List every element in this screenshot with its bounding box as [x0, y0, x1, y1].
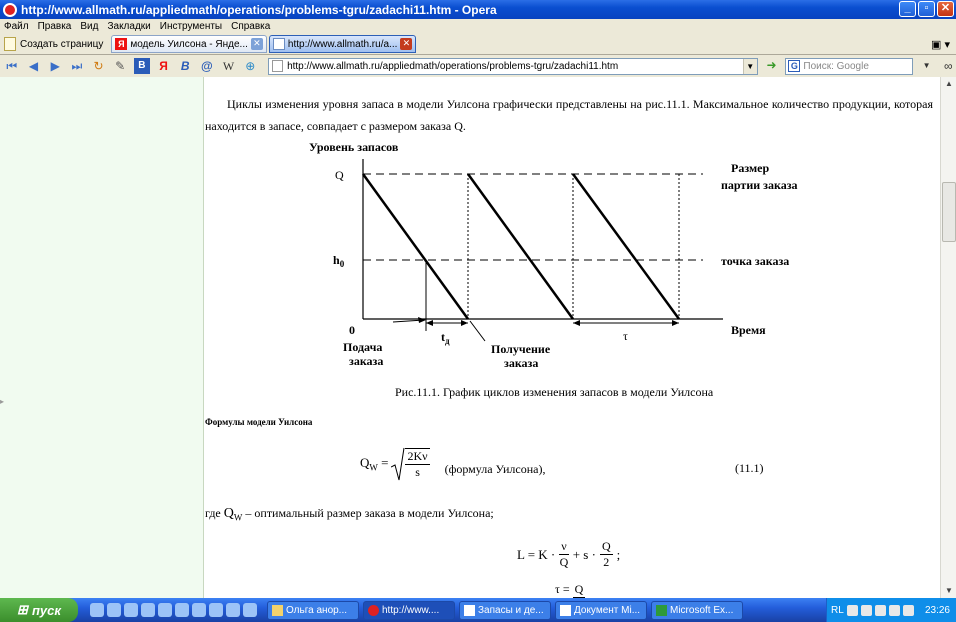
- start-button[interactable]: [0, 598, 78, 622]
- tray-icon[interactable]: [889, 605, 900, 616]
- word-doc-icon: [464, 605, 475, 616]
- tray-icon[interactable]: [861, 605, 872, 616]
- menu-tools[interactable]: Инструменты: [159, 21, 223, 32]
- folder-icon: [272, 605, 283, 616]
- search-placeholder: Поиск: Google: [803, 60, 869, 72]
- task-button[interactable]: Документ Mi...: [555, 601, 647, 620]
- left-panel: [0, 77, 204, 598]
- task-button[interactable]: Запасы и де...: [459, 601, 551, 620]
- menu-file[interactable]: Файл: [4, 21, 29, 32]
- depletion-line-1: [363, 174, 468, 319]
- cycle-length-label: τ: [623, 329, 628, 343]
- task-button[interactable]: Microsoft Ex...: [651, 601, 743, 620]
- time-label: Время: [731, 323, 766, 337]
- depletion-line-2: [468, 174, 573, 319]
- submit-pointer-arrow: [418, 317, 426, 323]
- h0-label: $h_0$: [333, 253, 345, 269]
- quicklaunch-app-icon[interactable]: [158, 603, 172, 617]
- reload-icon[interactable]: ↻: [93, 59, 104, 73]
- tab-yandex[interactable]: [111, 35, 267, 53]
- language-indicator[interactable]: RL: [831, 604, 844, 616]
- cost-formula-mid: + s ·: [572, 546, 596, 562]
- cost-fraction-1: $\frac{\nu}{Q}$: [559, 539, 569, 569]
- excel-icon: [656, 605, 667, 616]
- new-page-icon: [4, 37, 16, 51]
- yandex-favicon-icon: Я: [115, 38, 127, 50]
- task-button[interactable]: http://www....: [363, 601, 455, 620]
- order-size-label-line2: партии заказа: [721, 178, 798, 192]
- maximize-button[interactable]: ▫: [918, 1, 935, 17]
- y-axis-label: Уровень запасов: [309, 140, 399, 154]
- edit-icon[interactable]: ✎: [115, 59, 126, 73]
- scroll-down-icon[interactable]: ▼: [945, 586, 953, 595]
- receive-pointer: [470, 321, 485, 341]
- cycle-arrow-left: [573, 320, 580, 326]
- wikipedia-icon[interactable]: W: [222, 59, 235, 73]
- receive-label-line2: заказа: [504, 356, 539, 369]
- cost-formula-end: ;: [616, 546, 621, 562]
- cost-formula-lhs: L = K ·: [517, 546, 556, 562]
- close-tab-icon[interactable]: ✕: [251, 38, 263, 50]
- tab-allmath[interactable]: [269, 35, 417, 53]
- scroll-up-icon[interactable]: ▲: [945, 79, 953, 88]
- zero-label: 0: [349, 323, 355, 337]
- lead-time-arrow-left: [426, 320, 433, 326]
- vertical-scrollbar[interactable]: [940, 77, 956, 598]
- address-dropdown-icon[interactable]: ▼: [743, 59, 757, 74]
- quicklaunch-app-icon[interactable]: [90, 603, 104, 617]
- formula-fraction: [405, 448, 429, 480]
- tab-label: модель Уилсона - Янде...: [130, 38, 248, 50]
- submit-label-line1: Подача: [343, 340, 383, 354]
- tab-label: http://www.allmath.ru/a...: [287, 38, 398, 50]
- lead-time-arrow-right: [461, 320, 468, 326]
- formula-lhs: $Q_W$ =: [360, 455, 389, 473]
- opera-logo-icon: [3, 3, 17, 17]
- rewind-icon[interactable]: ⏮: [6, 59, 18, 73]
- bookmark-script-b-icon[interactable]: B: [180, 59, 190, 73]
- submit-label-line2: заказа: [349, 354, 384, 368]
- bookmark-b-icon[interactable]: B: [134, 58, 150, 74]
- fast-forward-icon[interactable]: ⏭: [71, 59, 83, 73]
- formulas-heading: Формулы модели Уилсона: [205, 417, 313, 427]
- inventory-cycle-figure: [303, 139, 803, 369]
- zoom-glasses-icon[interactable]: ∞: [943, 59, 953, 73]
- quicklaunch-app-icon[interactable]: [243, 603, 257, 617]
- period-formula: [555, 582, 585, 598]
- word-doc-icon: [560, 605, 571, 616]
- page-icon: [272, 60, 283, 72]
- mail-at-icon[interactable]: @: [201, 59, 213, 73]
- scroll-thumb[interactable]: [942, 182, 956, 242]
- tab-menu-icon[interactable]: ▣ ▾: [931, 38, 950, 51]
- yandex-icon[interactable]: Я: [159, 59, 168, 73]
- address-url: http://www.allmath.ru/appliedmath/operations/problems-tgru/zadachi11.htm: [287, 60, 619, 72]
- new-page-button[interactable]: [4, 37, 103, 51]
- menu-bookmarks[interactable]: Закладки: [107, 21, 151, 32]
- tray-icon[interactable]: [903, 605, 914, 616]
- figure-caption: Рис.11.1. График циклов изменения запасов в модели Уилсона: [395, 385, 714, 399]
- formula-number: (11.1): [735, 461, 764, 475]
- close-button[interactable]: ✕: [937, 1, 954, 17]
- menu-bar: [0, 19, 956, 34]
- windows-logo-icon: ⊞: [17, 602, 28, 617]
- go-icon[interactable]: ➜: [766, 58, 777, 72]
- close-tab-icon[interactable]: ✕: [400, 38, 412, 50]
- navigation-bar: [0, 55, 956, 77]
- title-bar: [0, 0, 956, 19]
- search-field[interactable]: [785, 58, 912, 75]
- address-bar[interactable]: [268, 58, 758, 75]
- back-icon[interactable]: ◀: [28, 59, 39, 73]
- depletion-line-3: [573, 174, 679, 319]
- formula-note: (формула Уилсона),: [444, 461, 546, 476]
- window-title: http://www.allmath.ru/appliedmath/operations/problems-tgru/zadachi11.htm - Opera: [21, 2, 497, 17]
- quicklaunch-app-icon[interactable]: [192, 603, 206, 617]
- lead-time-label: $t_д$: [441, 330, 450, 346]
- period-fraction: Q: [574, 582, 584, 596]
- intro-paragraph: Циклы изменения уровня запаса в модели Уилсона графически представлены на рис.11.1. Максимальное количество продукции, которая находится в запасе, совпадает с размером заказа Q.: [205, 97, 933, 133]
- panel-toggle-icon[interactable]: ▸: [0, 397, 5, 406]
- quicklaunch-app-icon[interactable]: [175, 603, 189, 617]
- clock[interactable]: 23:26: [924, 604, 950, 616]
- forward-icon[interactable]: ▶: [50, 59, 60, 73]
- quick-launch: [90, 603, 257, 617]
- quicklaunch-app-icon[interactable]: [107, 603, 121, 617]
- cycle-arrow-right: [672, 320, 679, 326]
- wilson-formula: [360, 447, 545, 481]
- reorder-point-label: точка заказа: [721, 254, 790, 268]
- square-root: [391, 447, 429, 481]
- task-button[interactable]: Ольга анор...: [267, 601, 359, 620]
- globe-icon[interactable]: ⊕: [245, 59, 256, 73]
- fraction-denominator: s: [415, 465, 420, 479]
- menu-help[interactable]: Справка: [231, 21, 271, 32]
- tab-bar: [0, 34, 956, 55]
- where-paragraph: где $Q_W$ – оптимальный размер заказа в модели Уилсона;: [205, 506, 494, 523]
- q-label: Q: [335, 168, 344, 182]
- search-dropdown-icon[interactable]: ▼: [922, 61, 931, 70]
- quicklaunch-app-icon[interactable]: [226, 603, 240, 617]
- taskbar: [0, 598, 956, 622]
- minimize-button[interactable]: _: [899, 1, 916, 17]
- order-size-label-line1: Размер: [731, 161, 770, 175]
- menu-edit[interactable]: Правка: [37, 21, 72, 32]
- radical-sign-icon: [391, 447, 405, 481]
- new-page-label: Создать страницу: [20, 38, 104, 50]
- cost-fraction-2: $\frac{Q}{2}$: [601, 539, 611, 569]
- quicklaunch-app-icon[interactable]: [141, 603, 155, 617]
- opera-icon: [368, 605, 379, 616]
- menu-view[interactable]: Вид: [80, 21, 99, 32]
- quicklaunch-app-icon[interactable]: [124, 603, 138, 617]
- quicklaunch-app-icon[interactable]: [209, 603, 223, 617]
- tray-icon[interactable]: [847, 605, 858, 616]
- page-favicon-icon: [273, 38, 285, 50]
- system-tray: [826, 598, 956, 622]
- receive-label-line1: Получение: [491, 342, 551, 356]
- start-label: пуск: [31, 602, 61, 618]
- google-icon: G: [788, 60, 800, 72]
- fraction-numerator: 2Kν: [407, 449, 428, 463]
- period-formula-lhs: τ =: [555, 582, 570, 596]
- tray-icon[interactable]: [875, 605, 886, 616]
- cost-formula: [517, 539, 620, 570]
- page-content: [205, 77, 940, 598]
